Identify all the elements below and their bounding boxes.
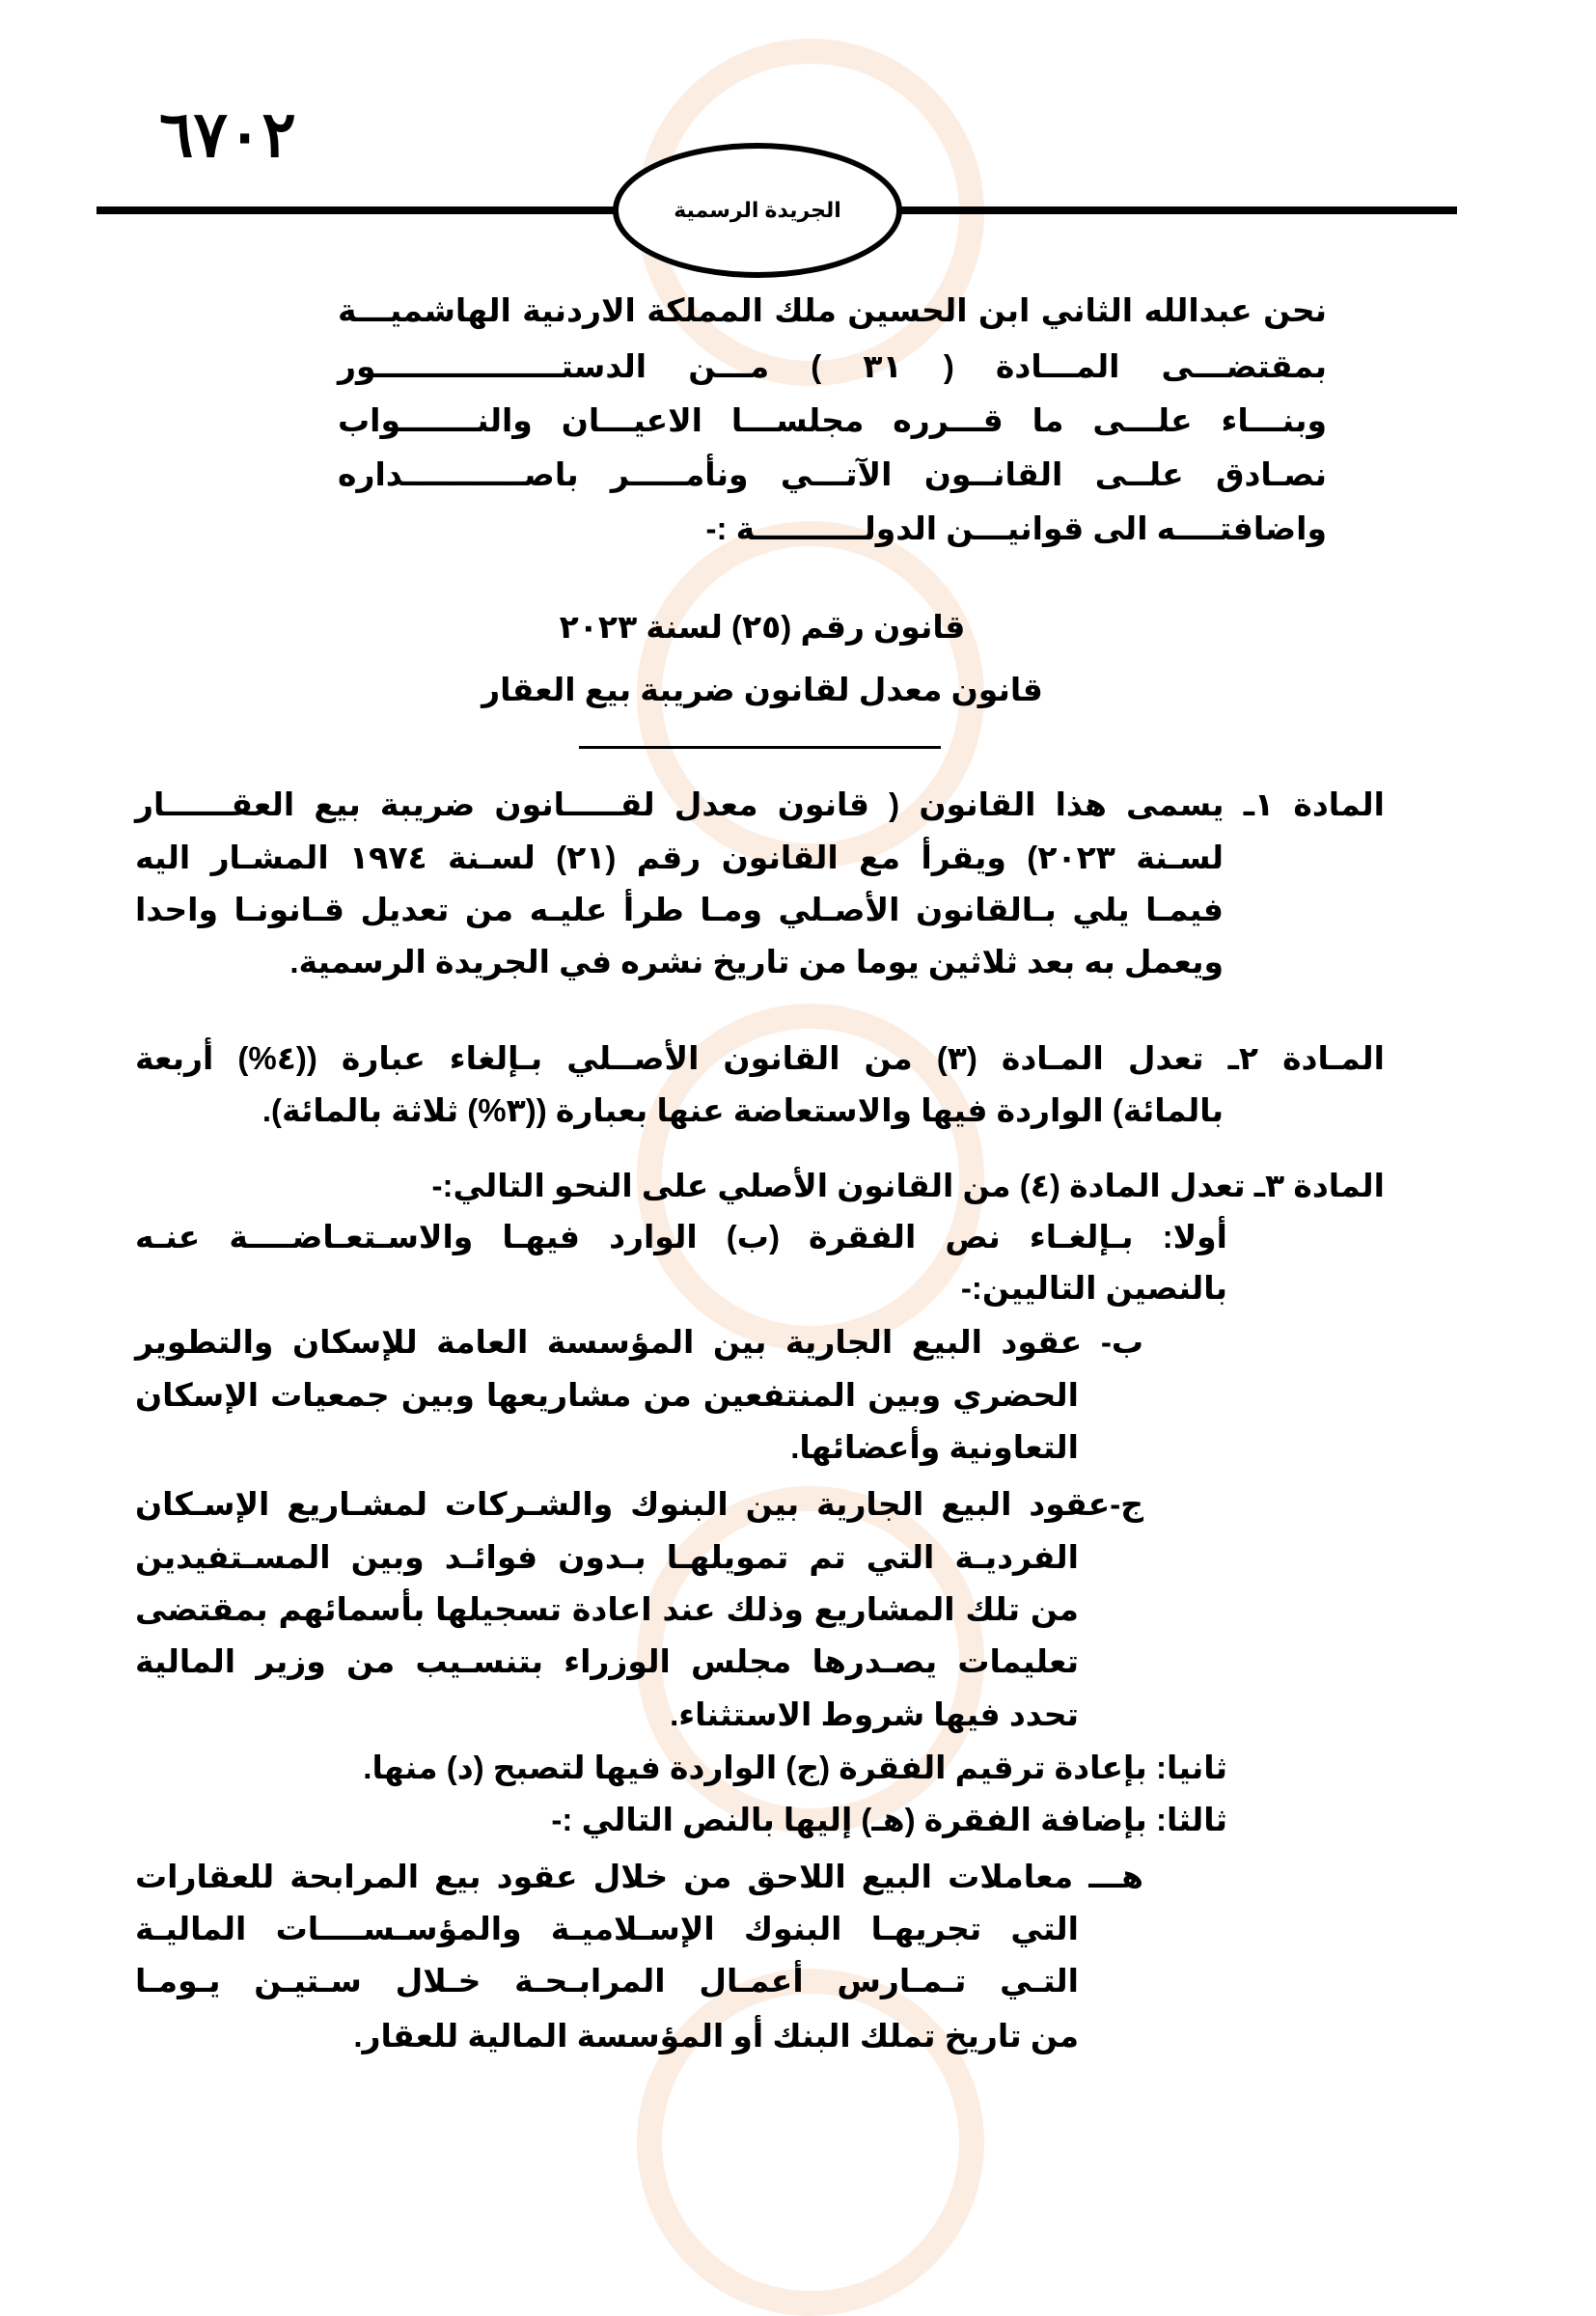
- article-1-line: المادة ١ـ يسمى هذا القانون ( قانون معدل لقـــــانون ضريبة بيع العقــــــار: [135, 786, 1385, 822]
- preamble-line: بمقتضـــى المـــادة ( ٣١ ) مـــن الدستـــــــــــــــــور: [338, 348, 1327, 384]
- seal-text: الجريدة الرسمية: [674, 198, 841, 222]
- article-2-line: بالمائة) الواردة فيها والاستعاضة عنها بعبارة ((٣%) ثلاثة بالمائة).: [261, 1092, 1224, 1128]
- clause-j-line: تحدد فيها شروط الاستثناء.: [670, 1696, 1079, 1732]
- preamble-line: نحن عبدالله الثاني ابن الحسين ملك المملكة الاردنية الهاشميـــة: [338, 292, 1327, 328]
- clause-j-line: تعليمات يصـدرها مجلس الوزراء بتنسـيب من وزير المالية: [135, 1643, 1079, 1679]
- clause-h-line: التـي تـمـارس أعمـال المرابـحـة خـلال سـتيـن يـومـا: [135, 1963, 1079, 1999]
- preamble-line: وبنـــاء علـــى ما قـــرره مجلســـا الاعيـــان والنـــــــواب: [338, 402, 1327, 438]
- title-underline: [579, 746, 941, 749]
- gazette-seal: [613, 143, 902, 278]
- page-number: ٦٧٠٢: [159, 96, 296, 172]
- clause-h-line: التي تجريهـا البنوك الإسـلاميـة والمؤسـســــات الماليـة: [135, 1911, 1079, 1946]
- article-1-line: لسـنة ٢٠٢٣) ويقرأ مع القانون رقم (٢١) لسـنة ١٩٧٤ المشـار اليه: [135, 840, 1225, 875]
- clause-b-line: الحضري وبين المنتفعين من مشاريعها وبين جمعيات الإسكان: [135, 1377, 1079, 1413]
- preamble-line: واضافتــــه الى قوانيـــن الدولــــــــــة :-: [705, 510, 1327, 546]
- third-item: ثالثا: بإضافة الفقرة (هـ) إليها بالنص التالي :-: [551, 1802, 1227, 1837]
- clause-b-line: التعاونية وأعضائها.: [790, 1429, 1079, 1465]
- article-2-line: المـادة ٢ـ تعدل المـادة (٣) من القانون الأصــلي بـإلغاء عبارة ((٤%) أربعة: [135, 1040, 1385, 1076]
- law-name: قانون معدل لقانون ضريبة بيع العقار: [482, 672, 1043, 707]
- article-1-line: فيمـا يلي بـالقانون الأصـلي ومـا طرأ عليـه من تعديل قـانونـا واحدا: [135, 892, 1224, 927]
- second-item: ثانيا: بإعادة ترقيم الفقرة (ج) الواردة فيها لتصبح (د) منها.: [363, 1750, 1227, 1785]
- law-number: قانون رقم (٢٥) لسنة ٢٠٢٣: [559, 609, 966, 645]
- clause-h-line: هـــ معاملات البيع اللاحق من خلال عقود بيع المرابحة للعقارات: [135, 1859, 1143, 1894]
- clause-j-line: من تلك المشاريع وذلك عند اعادة تسجيلها بأسمائهم بمقتضى: [135, 1591, 1079, 1627]
- article-3-line: أولا: بـإلغـاء نص الفقرة (ب) الوارد فيهـا والاسـتعـاضــــة عنـه: [135, 1219, 1227, 1254]
- clause-h-line: من تاريخ تملك البنك أو المؤسسة المالية للعقار.: [353, 2018, 1079, 2054]
- clause-j-line: الفرديـة التي تم تمويلهـا بـدون فوائـد وبين المسـتفيدين: [135, 1539, 1079, 1575]
- article-3-line: بالنصين التاليين:-: [960, 1270, 1227, 1306]
- clause-b-line: ب- عقود البيع الجارية بين المؤسسة العامة للإسكان والتطوير: [135, 1324, 1143, 1360]
- article-1-line: ويعمل به بعد ثلاثين يوما من تاريخ نشره في الجريدة الرسمية.: [289, 944, 1224, 979]
- article-3-line: المادة ٣ـ تعدل المادة (٤) من القانون الأصلي على النحو التالي:-: [431, 1168, 1385, 1203]
- preamble-line: نصـادق علــى القانــون الآتـــي ونأمـــــر باصـــــــــــداره: [338, 456, 1327, 492]
- clause-j-line: ج-عقود البيع الجارية بين البنوك والشـركات لمشـاريع الإسـكان: [135, 1486, 1143, 1522]
